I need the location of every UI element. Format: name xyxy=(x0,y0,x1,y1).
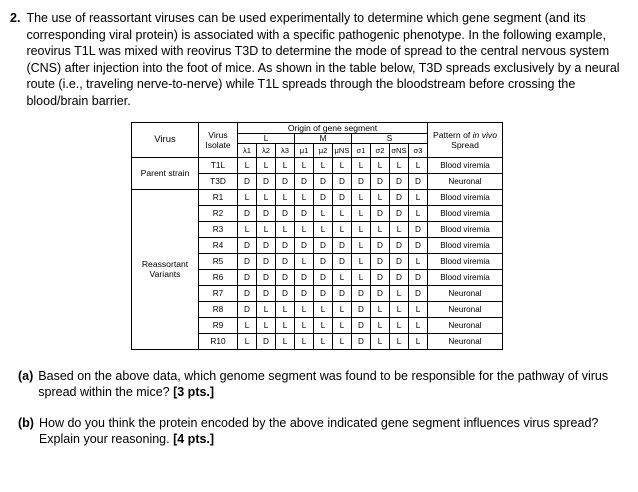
segment-cell: D xyxy=(238,301,257,317)
question-text: The use of reassortant viruses can be used experimentally to determine which gene segment (and its corresponding viral protein) is associated with a specific pathogenic phenotype. In the following example, reovirus T1L was mixed with reovirus T3D to determine the mode of spread to the central nervous system (CNS) after injection into the foot of mice. As shown in the table below, T3D spreads exclusively by a neural route (i.e., traveling nerve-to-nerve) while T1L spreads through the bloodstream before crossing the blood/brain barrier. xyxy=(26,11,620,108)
segment-col-s1: σ1 xyxy=(352,143,371,157)
segment-cell: D xyxy=(409,221,428,237)
segment-cell: D xyxy=(314,237,333,253)
segment-cell: L xyxy=(390,317,409,333)
spread-pattern-cell: Blood viremia xyxy=(428,189,503,205)
segment-cell: L xyxy=(371,189,390,205)
segment-cell: D xyxy=(409,173,428,189)
segment-cell: L xyxy=(276,189,295,205)
segment-cell: D xyxy=(390,269,409,285)
pattern-text-pre: Pattern of xyxy=(432,129,473,140)
segment-cell: D xyxy=(352,173,371,189)
segment-cell: D xyxy=(238,205,257,221)
spread-pattern-cell: Blood viremia xyxy=(428,205,503,221)
segment-col-sns: σNS xyxy=(390,143,409,157)
spread-pattern-cell: Neuronal xyxy=(428,285,503,301)
segment-cell: L xyxy=(333,317,352,333)
segment-cell: L xyxy=(409,205,428,221)
segment-cell: L xyxy=(352,157,371,173)
segment-cell: L xyxy=(314,221,333,237)
segment-cell: L xyxy=(238,333,257,349)
segment-cell: L xyxy=(314,205,333,221)
segment-cell: D xyxy=(371,237,390,253)
gene-segment-table-wrapper xyxy=(10,122,624,350)
segment-cell: L xyxy=(390,221,409,237)
segment-cell: D xyxy=(276,253,295,269)
segment-cell: L xyxy=(314,333,333,349)
segment-cell: L xyxy=(390,157,409,173)
segment-cell: D xyxy=(409,269,428,285)
segment-cell: L xyxy=(257,189,276,205)
segment-cell: L xyxy=(295,317,314,333)
segment-col-mns: μNS xyxy=(333,143,352,157)
segment-cell: L xyxy=(371,333,390,349)
sub-questions xyxy=(10,368,624,448)
segment-cell: L xyxy=(238,157,257,173)
segment-cell: L xyxy=(238,189,257,205)
segment-cell: L xyxy=(333,221,352,237)
column-header-isolate: Virus Isolate xyxy=(199,122,238,157)
segment-cell: D xyxy=(352,285,371,301)
gene-segment-table xyxy=(131,122,503,350)
segment-cell: L xyxy=(257,157,276,173)
sub-question-b-label: (b) xyxy=(18,415,34,430)
segment-cell: L xyxy=(295,189,314,205)
row-isolate: R7 xyxy=(199,285,238,301)
segment-cell: L xyxy=(333,157,352,173)
segment-cell: D xyxy=(314,269,333,285)
row-isolate: R4 xyxy=(199,237,238,253)
segment-cell: D xyxy=(333,173,352,189)
sub-question-a-text xyxy=(38,368,624,401)
group-header-M: M xyxy=(295,133,352,143)
segment-cell: L xyxy=(238,221,257,237)
segment-cell: L xyxy=(257,317,276,333)
spread-pattern-cell: Neuronal xyxy=(428,173,503,189)
segment-cell: L xyxy=(352,189,371,205)
segment-cell: D xyxy=(333,285,352,301)
segment-cell: D xyxy=(371,253,390,269)
row-isolate: R5 xyxy=(199,253,238,269)
segment-cell: L xyxy=(295,333,314,349)
segment-cell: L xyxy=(333,301,352,317)
segment-cell: D xyxy=(238,237,257,253)
segment-cell: D xyxy=(295,285,314,301)
segment-cell: D xyxy=(295,269,314,285)
segment-cell: D xyxy=(295,237,314,253)
question-block xyxy=(10,10,624,110)
segment-col-m1: μ1 xyxy=(295,143,314,157)
sub-question-b-body: How do you think the protein encoded by the above indicated gene segment influences virus spread? Explain your reasoning. xyxy=(38,415,599,447)
segment-col-l1: λ1 xyxy=(238,143,257,157)
row-isolate: T3D xyxy=(199,173,238,189)
segment-cell: L xyxy=(409,253,428,269)
segment-cell: D xyxy=(238,173,257,189)
segment-cell: L xyxy=(352,205,371,221)
segment-cell: L xyxy=(295,221,314,237)
group-header-L: L xyxy=(238,133,295,143)
segment-cell: L xyxy=(371,221,390,237)
sub-question-b-text xyxy=(39,415,624,448)
segment-cell: D xyxy=(390,205,409,221)
segment-col-s2: σ2 xyxy=(371,143,390,157)
spread-pattern-cell: Blood viremia xyxy=(428,253,503,269)
segment-cell: L xyxy=(276,333,295,349)
segment-cell: L xyxy=(333,205,352,221)
segment-cell: L xyxy=(409,317,428,333)
group-header-S: S xyxy=(352,133,428,143)
column-header-origin: Origin of gene segment xyxy=(238,122,428,133)
segment-cell: L xyxy=(390,285,409,301)
segment-cell: L xyxy=(257,301,276,317)
table-header-row-1 xyxy=(132,122,503,133)
segment-cell: L xyxy=(371,157,390,173)
segment-cell: D xyxy=(371,205,390,221)
segment-cell: L xyxy=(314,157,333,173)
segment-cell: D xyxy=(314,253,333,269)
segment-cell: L xyxy=(409,157,428,173)
table-row xyxy=(132,189,503,205)
spread-pattern-cell: Neuronal xyxy=(428,301,503,317)
segment-cell: D xyxy=(257,205,276,221)
segment-cell: D xyxy=(314,189,333,205)
spread-pattern-cell: Blood viremia xyxy=(428,221,503,237)
row-isolate: R10 xyxy=(199,333,238,349)
segment-cell: L xyxy=(352,237,371,253)
segment-cell: D xyxy=(333,237,352,253)
segment-cell: L xyxy=(276,317,295,333)
segment-cell: D xyxy=(276,205,295,221)
segment-cell: D xyxy=(314,173,333,189)
segment-cell: D xyxy=(333,253,352,269)
segment-cell: L xyxy=(371,301,390,317)
column-header-virus: Virus xyxy=(132,122,199,157)
segment-cell: L xyxy=(295,301,314,317)
row-group-label: Reassortant Variants xyxy=(132,189,199,349)
segment-col-s3: σ3 xyxy=(409,143,428,157)
segment-cell: D xyxy=(390,189,409,205)
segment-cell: D xyxy=(276,269,295,285)
segment-col-m2: μ2 xyxy=(314,143,333,157)
segment-cell: D xyxy=(371,285,390,301)
sub-question-a-label: (a) xyxy=(18,368,34,383)
row-isolate: R3 xyxy=(199,221,238,237)
segment-cell: L xyxy=(409,301,428,317)
segment-cell: D xyxy=(333,189,352,205)
question-number: 2. xyxy=(10,11,21,25)
row-isolate: R1 xyxy=(199,189,238,205)
sub-question-a xyxy=(18,368,624,401)
segment-cell: L xyxy=(390,301,409,317)
segment-cell: L xyxy=(333,333,352,349)
segment-col-l2: λ2 xyxy=(257,143,276,157)
table-head xyxy=(132,122,503,157)
sub-question-a-body: Based on the above data, which genome segment was found to be responsible for the pathway of virus spread within the mice? xyxy=(38,368,609,400)
segment-cell: L xyxy=(314,317,333,333)
table-body xyxy=(132,157,503,349)
segment-cell: L xyxy=(352,269,371,285)
pattern-text-post: Spread xyxy=(451,139,479,150)
segment-cell: D xyxy=(390,253,409,269)
segment-cell: D xyxy=(409,237,428,253)
segment-cell: L xyxy=(295,157,314,173)
spread-pattern-cell: Blood viremia xyxy=(428,269,503,285)
segment-cell: D xyxy=(257,173,276,189)
segment-cell: D xyxy=(257,269,276,285)
pattern-text-italic: in vivo xyxy=(472,129,497,140)
spread-pattern-cell: Blood viremia xyxy=(428,237,503,253)
segment-cell: L xyxy=(276,157,295,173)
segment-col-l3: λ3 xyxy=(276,143,295,157)
segment-cell: D xyxy=(295,173,314,189)
row-isolate: R8 xyxy=(199,301,238,317)
segment-cell: L xyxy=(238,317,257,333)
segment-cell: L xyxy=(333,269,352,285)
segment-cell: D xyxy=(238,269,257,285)
segment-cell: D xyxy=(390,237,409,253)
segment-cell: D xyxy=(390,173,409,189)
row-isolate: R2 xyxy=(199,205,238,221)
table-row xyxy=(132,157,503,173)
row-isolate: T1L xyxy=(199,157,238,173)
segment-cell: D xyxy=(352,317,371,333)
segment-cell: D xyxy=(257,253,276,269)
segment-cell: D xyxy=(314,285,333,301)
sub-question-b-points: [4 pts.] xyxy=(173,432,215,447)
segment-cell: L xyxy=(295,253,314,269)
spread-pattern-cell: Blood viremia xyxy=(428,157,503,173)
segment-cell: D xyxy=(257,333,276,349)
segment-cell: D xyxy=(276,173,295,189)
segment-cell: L xyxy=(390,333,409,349)
sub-question-a-points: [3 pts.] xyxy=(173,385,215,400)
segment-cell: L xyxy=(352,253,371,269)
segment-cell: D xyxy=(257,237,276,253)
segment-cell: D xyxy=(409,285,428,301)
segment-cell: D xyxy=(238,285,257,301)
segment-cell: D xyxy=(276,237,295,253)
column-header-pattern xyxy=(428,122,503,157)
segment-cell: L xyxy=(371,317,390,333)
segment-cell: L xyxy=(314,301,333,317)
spread-pattern-cell: Neuronal xyxy=(428,333,503,349)
segment-cell: D xyxy=(257,285,276,301)
segment-cell: L xyxy=(276,301,295,317)
segment-cell: L xyxy=(257,221,276,237)
segment-cell: L xyxy=(276,221,295,237)
segment-cell: D xyxy=(371,173,390,189)
segment-cell: L xyxy=(409,333,428,349)
segment-cell: L xyxy=(409,189,428,205)
segment-cell: D xyxy=(371,269,390,285)
row-isolate: R6 xyxy=(199,269,238,285)
spread-pattern-cell: Neuronal xyxy=(428,317,503,333)
row-group-label: Parent strain xyxy=(132,157,199,189)
segment-cell: D xyxy=(238,253,257,269)
sub-question-b xyxy=(18,415,624,448)
segment-cell: D xyxy=(352,333,371,349)
segment-cell: D xyxy=(352,301,371,317)
row-isolate: R9 xyxy=(199,317,238,333)
segment-cell: D xyxy=(295,205,314,221)
segment-cell: D xyxy=(276,285,295,301)
segment-cell: L xyxy=(352,221,371,237)
